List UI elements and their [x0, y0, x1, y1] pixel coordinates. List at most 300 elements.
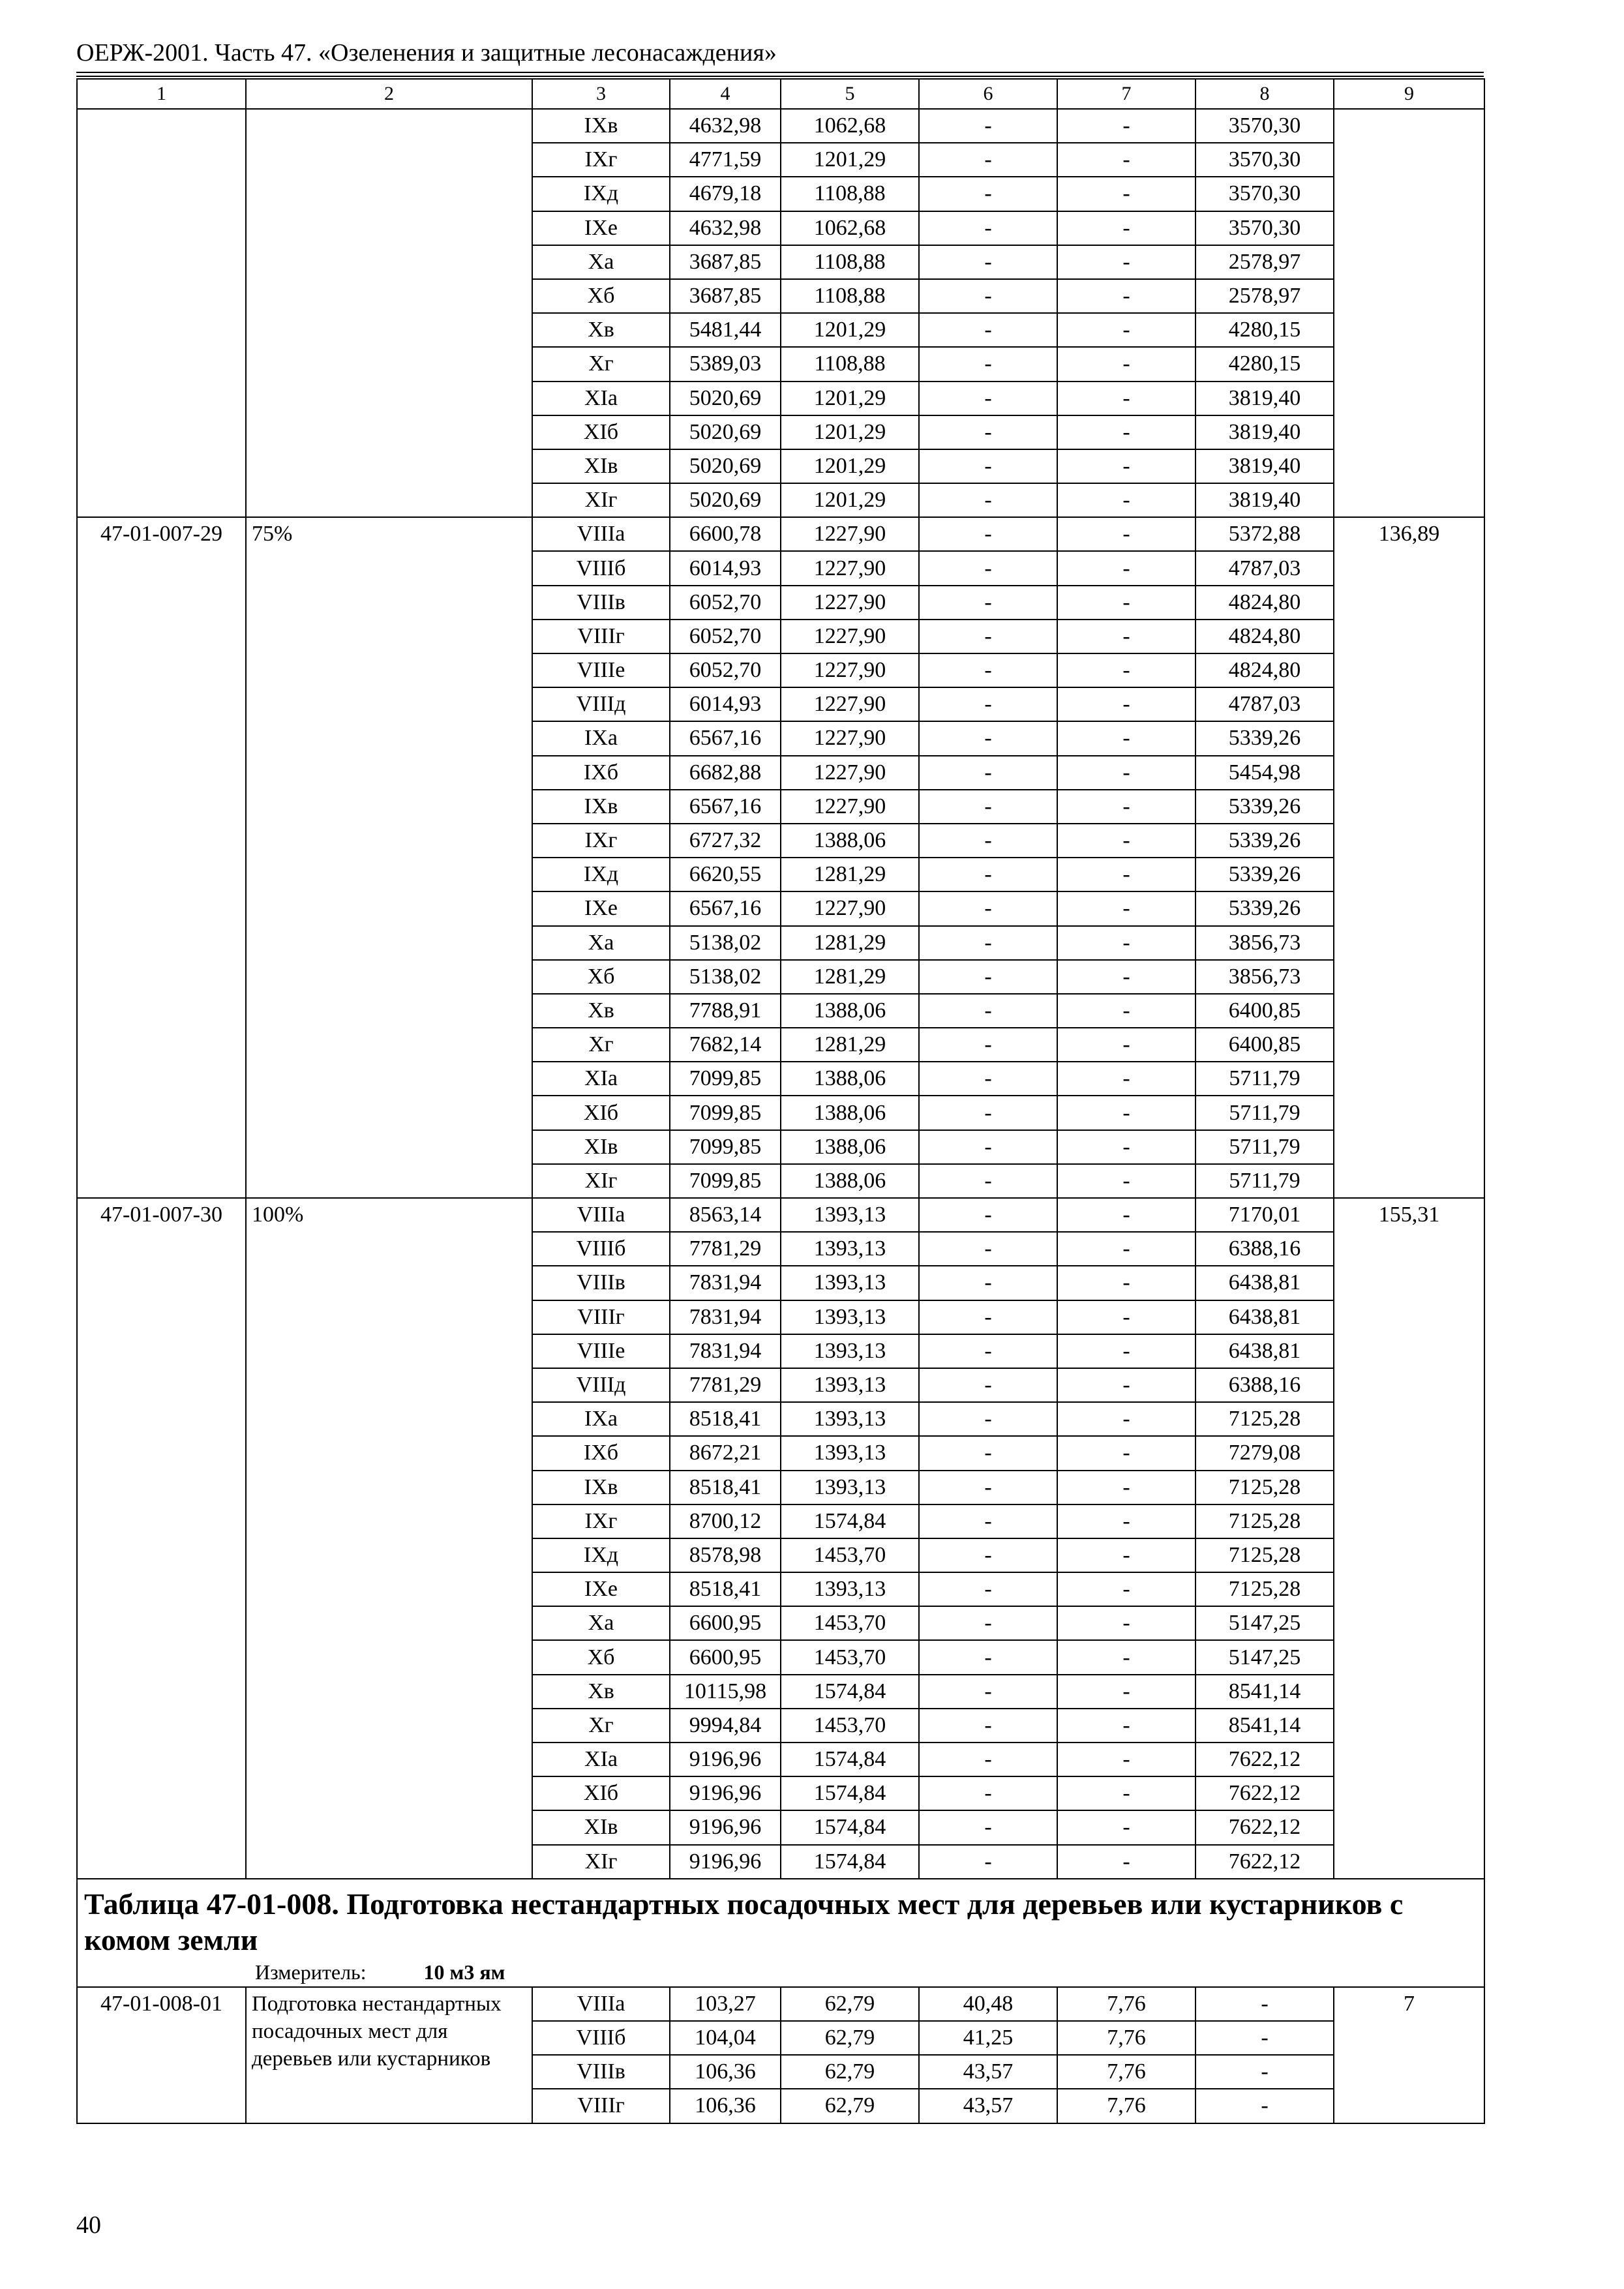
value-cell: - — [919, 1606, 1057, 1640]
value-cell: VIIIв — [532, 2055, 670, 2089]
value-cell: 1393,13 — [781, 1436, 919, 1470]
value-cell: 4824,80 — [1195, 620, 1334, 653]
value-cell: - — [919, 891, 1057, 925]
value-cell: VIIIд — [532, 1368, 670, 1402]
value-cell: 6438,81 — [1195, 1300, 1334, 1334]
value-cell: 9196,96 — [670, 1845, 781, 1879]
value-cell: 7682,14 — [670, 1028, 781, 1062]
value-cell: 7622,12 — [1195, 1743, 1334, 1776]
value-cell: 1574,84 — [781, 1743, 919, 1776]
value-cell: - — [1057, 1198, 1195, 1232]
value-cell: 4679,18 — [670, 177, 781, 211]
value-cell: XIв — [532, 449, 670, 483]
value-cell: - — [1057, 756, 1195, 790]
value-cell: 3856,73 — [1195, 960, 1334, 994]
value-cell: 4632,98 — [670, 109, 781, 143]
value-cell: IXг — [532, 143, 670, 177]
value-cell: - — [1057, 620, 1195, 653]
value-cell: 5711,79 — [1195, 1130, 1334, 1164]
value-cell: 6400,85 — [1195, 1028, 1334, 1062]
measure-label: Измеритель: — [255, 1960, 367, 1984]
value-cell: 1453,70 — [781, 1709, 919, 1743]
value-cell: - — [919, 143, 1057, 177]
rate-code-cell: 47-01-008-01 — [77, 1987, 246, 2123]
value-cell: VIIIг — [532, 1300, 670, 1334]
value-cell: 9196,96 — [670, 1810, 781, 1844]
column-number-cell: 2 — [246, 79, 532, 109]
value-cell: 10115,98 — [670, 1675, 781, 1709]
rate-label-cell: 75% — [246, 517, 532, 1198]
value-cell: VIIIг — [532, 2089, 670, 2123]
column-number-row — [77, 79, 1484, 109]
value-cell: 1201,29 — [781, 415, 919, 449]
value-cell: - — [1195, 2021, 1334, 2055]
value-cell: 5339,26 — [1195, 891, 1334, 925]
value-cell: 7831,94 — [670, 1334, 781, 1368]
value-cell: - — [919, 586, 1057, 620]
value-cell: 43,57 — [919, 2055, 1057, 2089]
value-cell: Xв — [532, 313, 670, 347]
value-cell: - — [1057, 1130, 1195, 1164]
value-cell: - — [1057, 143, 1195, 177]
value-cell: 1227,90 — [781, 756, 919, 790]
value-cell: - — [1057, 483, 1195, 517]
value-cell: - — [919, 1232, 1057, 1266]
value-cell: 1227,90 — [781, 721, 919, 755]
value-cell: - — [1057, 1368, 1195, 1402]
value-cell: 6600,95 — [670, 1640, 781, 1674]
value-cell: Xг — [532, 1709, 670, 1743]
value-cell: 1201,29 — [781, 449, 919, 483]
value-cell: 7125,28 — [1195, 1572, 1334, 1606]
value-cell: 5372,88 — [1195, 517, 1334, 551]
value-cell: - — [919, 449, 1057, 483]
value-cell: 1227,90 — [781, 687, 919, 721]
value-cell: 1201,29 — [781, 313, 919, 347]
value-cell: - — [1057, 1845, 1195, 1879]
value-cell: - — [919, 551, 1057, 585]
value-cell: 6052,70 — [670, 586, 781, 620]
value-cell: 8541,14 — [1195, 1709, 1334, 1743]
value-cell: - — [919, 926, 1057, 960]
value-cell: IXв — [532, 109, 670, 143]
value-cell: 7622,12 — [1195, 1810, 1334, 1844]
value-cell: - — [919, 1743, 1057, 1776]
value-cell: 4824,80 — [1195, 653, 1334, 687]
value-cell: 1227,90 — [781, 891, 919, 925]
value-cell: 62,79 — [781, 2055, 919, 2089]
value-cell: 62,79 — [781, 1987, 919, 2021]
value-cell: 5711,79 — [1195, 1096, 1334, 1130]
value-cell: 5138,02 — [670, 926, 781, 960]
value-cell: - — [1057, 1062, 1195, 1096]
value-cell: - — [919, 1096, 1057, 1130]
value-cell: 8518,41 — [670, 1471, 781, 1504]
value-cell: 3570,30 — [1195, 211, 1334, 245]
column-number-cell: 9 — [1334, 79, 1484, 109]
value-cell: 1227,90 — [781, 517, 919, 551]
value-cell: 5339,26 — [1195, 824, 1334, 858]
value-cell: VIIIб — [532, 1232, 670, 1266]
value-cell: XIб — [532, 1096, 670, 1130]
value-cell: Xв — [532, 1675, 670, 1709]
value-cell: - — [919, 687, 1057, 721]
value-cell: 104,04 — [670, 2021, 781, 2055]
value-cell: XIа — [532, 1062, 670, 1096]
value-cell: 1393,13 — [781, 1300, 919, 1334]
value-cell: IXа — [532, 721, 670, 755]
value-cell: 5138,02 — [670, 960, 781, 994]
rate-code-cell — [77, 109, 246, 517]
column9-value-cell: 155,31 — [1334, 1198, 1484, 1879]
value-cell: VIIIе — [532, 653, 670, 687]
value-cell: - — [1057, 926, 1195, 960]
value-cell: - — [919, 1062, 1057, 1096]
table-row — [77, 1198, 1484, 1232]
value-cell: 4632,98 — [670, 211, 781, 245]
value-cell: 5481,44 — [670, 313, 781, 347]
value-cell: - — [1057, 313, 1195, 347]
value-cell: XIб — [532, 415, 670, 449]
value-cell: 3687,85 — [670, 245, 781, 279]
column-number-cell: 3 — [532, 79, 670, 109]
value-cell: - — [1057, 1709, 1195, 1743]
value-cell: - — [1057, 653, 1195, 687]
value-cell: 7622,12 — [1195, 1845, 1334, 1879]
value-cell: 62,79 — [781, 2021, 919, 2055]
value-cell: 1227,90 — [781, 551, 919, 585]
value-cell: 1227,90 — [781, 586, 919, 620]
value-cell: - — [1057, 687, 1195, 721]
value-cell: Xа — [532, 1606, 670, 1640]
value-cell: Xб — [532, 279, 670, 313]
value-cell: 3570,30 — [1195, 143, 1334, 177]
value-cell: - — [919, 721, 1057, 755]
value-cell: 41,25 — [919, 2021, 1057, 2055]
value-cell: 6438,81 — [1195, 1334, 1334, 1368]
value-cell: - — [1057, 1675, 1195, 1709]
column-number-cell: 7 — [1057, 79, 1195, 109]
value-cell: 1227,90 — [781, 790, 919, 824]
value-cell: IXа — [532, 1402, 670, 1436]
column-number-cell: 8 — [1195, 79, 1334, 109]
value-cell: - — [919, 483, 1057, 517]
value-cell: 3819,40 — [1195, 382, 1334, 415]
value-cell: IXв — [532, 1471, 670, 1504]
value-cell: - — [919, 1845, 1057, 1879]
value-cell: 6600,95 — [670, 1606, 781, 1640]
rate-code-cell: 47-01-007-30 — [77, 1198, 246, 1879]
value-cell: 1227,90 — [781, 620, 919, 653]
value-cell: 6727,32 — [670, 824, 781, 858]
value-cell: 4824,80 — [1195, 586, 1334, 620]
value-cell: 1388,06 — [781, 1130, 919, 1164]
column-number-cell: 4 — [670, 79, 781, 109]
value-cell: - — [919, 1402, 1057, 1436]
value-cell: - — [1057, 177, 1195, 211]
value-cell: 7125,28 — [1195, 1402, 1334, 1436]
value-cell: 1393,13 — [781, 1471, 919, 1504]
value-cell: - — [919, 1776, 1057, 1810]
value-cell: - — [919, 790, 1057, 824]
value-cell: - — [1057, 279, 1195, 313]
value-cell: 7125,28 — [1195, 1538, 1334, 1572]
value-cell: - — [919, 1810, 1057, 1844]
value-cell: 7788,91 — [670, 994, 781, 1028]
value-cell: Xг — [532, 1028, 670, 1062]
value-cell: 1281,29 — [781, 858, 919, 891]
column9-value-cell: 136,89 — [1334, 517, 1484, 1198]
value-cell: 8672,21 — [670, 1436, 781, 1470]
value-cell: - — [919, 1164, 1057, 1198]
value-cell: 6052,70 — [670, 653, 781, 687]
value-cell: VIIIе — [532, 1334, 670, 1368]
value-cell: 5454,98 — [1195, 756, 1334, 790]
value-cell: - — [1057, 517, 1195, 551]
value-cell: 1574,84 — [781, 1776, 919, 1810]
value-cell: VIIIб — [532, 551, 670, 585]
value-cell: 43,57 — [919, 2089, 1057, 2123]
value-cell: - — [919, 415, 1057, 449]
value-cell: 5020,69 — [670, 483, 781, 517]
value-cell: 7622,12 — [1195, 1776, 1334, 1810]
value-cell: 8541,14 — [1195, 1675, 1334, 1709]
value-cell: IXг — [532, 1504, 670, 1538]
value-cell: 6014,93 — [670, 687, 781, 721]
value-cell: VIIIв — [532, 586, 670, 620]
value-cell: 5020,69 — [670, 415, 781, 449]
value-cell: 7099,85 — [670, 1130, 781, 1164]
value-cell: - — [1057, 347, 1195, 381]
header-rule — [76, 72, 1484, 77]
value-cell: - — [919, 1504, 1057, 1538]
value-cell: - — [1057, 1743, 1195, 1776]
value-cell: 1201,29 — [781, 143, 919, 177]
value-cell: IXд — [532, 858, 670, 891]
value-cell: 1388,06 — [781, 994, 919, 1028]
value-cell: 5339,26 — [1195, 858, 1334, 891]
value-cell: 4280,15 — [1195, 347, 1334, 381]
value-cell: - — [1057, 891, 1195, 925]
value-cell: - — [1057, 790, 1195, 824]
value-cell: - — [1057, 1266, 1195, 1300]
value-cell: 8518,41 — [670, 1402, 781, 1436]
value-cell: 1388,06 — [781, 1164, 919, 1198]
value-cell: IXд — [532, 177, 670, 211]
value-cell: IXе — [532, 891, 670, 925]
value-cell: 6388,16 — [1195, 1232, 1334, 1266]
value-cell: - — [919, 1334, 1057, 1368]
value-cell: - — [919, 211, 1057, 245]
value-cell: 1453,70 — [781, 1640, 919, 1674]
value-cell: 7099,85 — [670, 1062, 781, 1096]
value-cell: Xб — [532, 1640, 670, 1674]
value-cell: - — [919, 1709, 1057, 1743]
table-row — [77, 1987, 1484, 2021]
value-cell: 7831,94 — [670, 1266, 781, 1300]
value-cell: 5711,79 — [1195, 1062, 1334, 1096]
value-cell: - — [919, 347, 1057, 381]
value-cell: - — [919, 109, 1057, 143]
value-cell: 1574,84 — [781, 1504, 919, 1538]
value-cell: VIIIв — [532, 1266, 670, 1300]
value-cell: 1393,13 — [781, 1368, 919, 1402]
value-cell: - — [1057, 1164, 1195, 1198]
value-cell: 6388,16 — [1195, 1368, 1334, 1402]
value-cell: 1393,13 — [781, 1232, 919, 1266]
value-cell: 1388,06 — [781, 1062, 919, 1096]
value-cell: 8518,41 — [670, 1572, 781, 1606]
column9-value-cell — [1334, 109, 1484, 517]
value-cell: 1062,68 — [781, 109, 919, 143]
value-cell: 7781,29 — [670, 1232, 781, 1266]
column9-value-cell: 7 — [1334, 1987, 1484, 2123]
measure-line — [84, 1958, 1477, 1986]
value-cell: VIIIг — [532, 620, 670, 653]
table-title-cell — [77, 1879, 1484, 1987]
value-cell: - — [1057, 1028, 1195, 1062]
value-cell: 3856,73 — [1195, 926, 1334, 960]
value-cell: - — [1057, 721, 1195, 755]
value-cell: - — [1195, 2089, 1334, 2123]
value-cell: 9196,96 — [670, 1776, 781, 1810]
value-cell: - — [919, 994, 1057, 1028]
value-cell: 7,76 — [1057, 1987, 1195, 2021]
value-cell: 6438,81 — [1195, 1266, 1334, 1300]
value-cell: 6567,16 — [670, 790, 781, 824]
value-cell: - — [919, 1198, 1057, 1232]
value-cell: - — [919, 177, 1057, 211]
value-cell: - — [919, 620, 1057, 653]
value-cell: - — [919, 1471, 1057, 1504]
page-header: ОЕРЖ-2001. Часть 47. «Озеленения и защитные лесонасаждения» — [76, 39, 777, 67]
value-cell: 103,27 — [670, 1987, 781, 2021]
value-cell: - — [1057, 449, 1195, 483]
value-cell: 7125,28 — [1195, 1471, 1334, 1504]
value-cell: VIIIа — [532, 1198, 670, 1232]
value-cell: 1201,29 — [781, 382, 919, 415]
value-cell: XIг — [532, 483, 670, 517]
value-cell: 9196,96 — [670, 1743, 781, 1776]
rate-code-cell: 47-01-007-29 — [77, 517, 246, 1198]
value-cell: - — [919, 382, 1057, 415]
value-cell: - — [919, 1130, 1057, 1164]
value-cell: 1388,06 — [781, 824, 919, 858]
value-cell: - — [919, 1436, 1057, 1470]
value-cell: 1453,70 — [781, 1538, 919, 1572]
value-cell: IXе — [532, 211, 670, 245]
value-cell: VIIIд — [532, 687, 670, 721]
value-cell: Xг — [532, 347, 670, 381]
value-cell: - — [1057, 994, 1195, 1028]
value-cell: 1393,13 — [781, 1572, 919, 1606]
value-cell: 1108,88 — [781, 177, 919, 211]
value-cell: IXв — [532, 790, 670, 824]
value-cell: - — [1057, 1776, 1195, 1810]
value-cell: VIIIб — [532, 2021, 670, 2055]
value-cell: - — [1057, 1504, 1195, 1538]
value-cell: - — [919, 1028, 1057, 1062]
value-cell: 1393,13 — [781, 1266, 919, 1300]
value-cell: - — [1195, 2055, 1334, 2089]
value-cell: - — [1057, 1640, 1195, 1674]
value-cell: 3819,40 — [1195, 449, 1334, 483]
rate-label-cell — [246, 109, 532, 517]
value-cell: 7279,08 — [1195, 1436, 1334, 1470]
value-cell: 106,36 — [670, 2089, 781, 2123]
column-number-cell: 5 — [781, 79, 919, 109]
value-cell: 62,79 — [781, 2089, 919, 2123]
rates-table — [76, 78, 1485, 2124]
value-cell: - — [1195, 1987, 1334, 2021]
value-cell: 1453,70 — [781, 1606, 919, 1640]
value-cell: 1227,90 — [781, 653, 919, 687]
value-cell: - — [919, 313, 1057, 347]
value-cell: 7,76 — [1057, 2089, 1195, 2123]
value-cell: - — [919, 1675, 1057, 1709]
value-cell: 1062,68 — [781, 211, 919, 245]
value-cell: 4771,59 — [670, 143, 781, 177]
value-cell: - — [1057, 586, 1195, 620]
value-cell: - — [919, 653, 1057, 687]
value-cell: Xв — [532, 994, 670, 1028]
value-cell: - — [1057, 415, 1195, 449]
value-cell: 9994,84 — [670, 1709, 781, 1743]
value-cell: 1108,88 — [781, 279, 919, 313]
value-cell: 3819,40 — [1195, 415, 1334, 449]
value-cell: 4280,15 — [1195, 313, 1334, 347]
value-cell: 1281,29 — [781, 960, 919, 994]
value-cell: - — [919, 756, 1057, 790]
value-cell: XIв — [532, 1130, 670, 1164]
value-cell: - — [1057, 824, 1195, 858]
value-cell: - — [919, 858, 1057, 891]
value-cell: 5147,25 — [1195, 1640, 1334, 1674]
value-cell: 5020,69 — [670, 449, 781, 483]
page-number: 40 — [76, 2211, 101, 2239]
value-cell: IXд — [532, 1538, 670, 1572]
value-cell: - — [1057, 1334, 1195, 1368]
table-row — [77, 517, 1484, 551]
value-cell: 6682,88 — [670, 756, 781, 790]
value-cell: IXе — [532, 1572, 670, 1606]
value-cell: 6620,55 — [670, 858, 781, 891]
value-cell: - — [919, 1572, 1057, 1606]
value-cell: - — [1057, 211, 1195, 245]
value-cell: 1574,84 — [781, 1845, 919, 1879]
value-cell: 1108,88 — [781, 347, 919, 381]
value-cell: - — [919, 1266, 1057, 1300]
value-cell: 7,76 — [1057, 2055, 1195, 2089]
value-cell: 40,48 — [919, 1987, 1057, 2021]
value-cell: 7125,28 — [1195, 1504, 1334, 1538]
value-cell: 3819,40 — [1195, 483, 1334, 517]
value-cell: XIа — [532, 382, 670, 415]
value-cell: - — [1057, 1436, 1195, 1470]
value-cell: XIв — [532, 1810, 670, 1844]
value-cell: 8578,98 — [670, 1538, 781, 1572]
value-cell: 4787,03 — [1195, 687, 1334, 721]
value-cell: 1201,29 — [781, 483, 919, 517]
value-cell: 2578,97 — [1195, 279, 1334, 313]
value-cell: - — [1057, 1232, 1195, 1266]
value-cell: 6567,16 — [670, 891, 781, 925]
value-cell: - — [919, 1300, 1057, 1334]
value-cell: - — [919, 245, 1057, 279]
value-cell: 7781,29 — [670, 1368, 781, 1402]
value-cell: - — [1057, 1471, 1195, 1504]
value-cell: IXб — [532, 1436, 670, 1470]
